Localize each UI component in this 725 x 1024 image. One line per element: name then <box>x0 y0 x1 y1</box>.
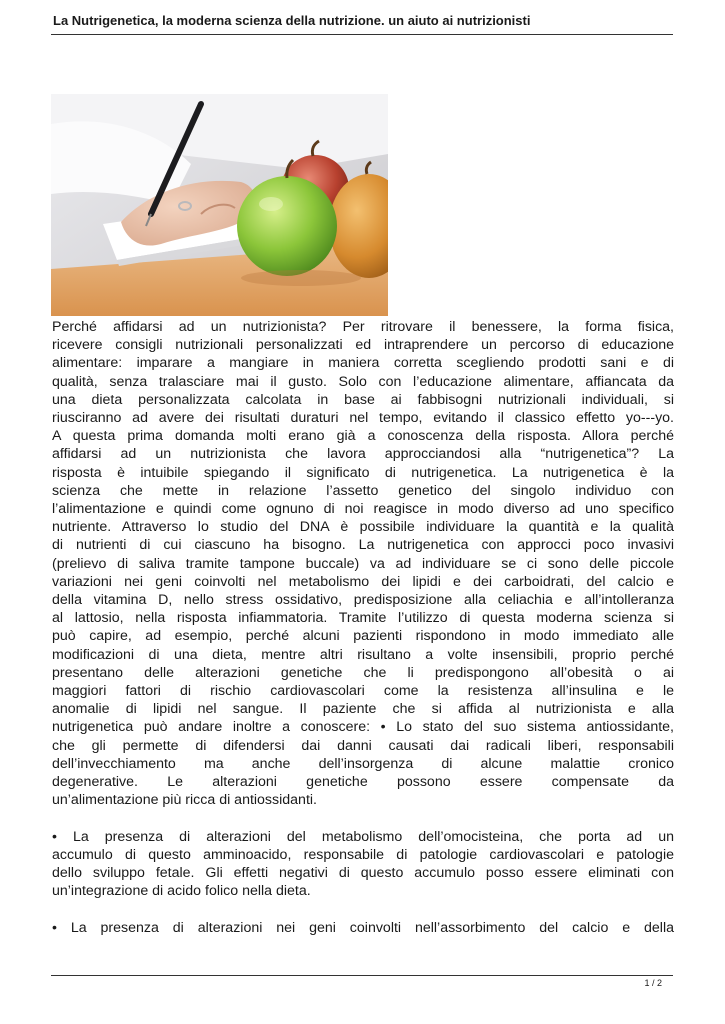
body-line: accumulo di questo amminoacido, responsabile di patologie cardiovascolari e patologie <box>52 846 674 863</box>
body-line: presentano delle alterazioni genetiche che li predispongono all’obesità o ai <box>52 664 674 681</box>
article-image <box>51 94 388 316</box>
body-line: degenerative. Le alterazioni genetiche possono essere compensate da <box>52 774 674 791</box>
body-line: (prelievo di saliva tramite tampone buccale) va ad individuare se ci sono delle piccole <box>52 555 674 572</box>
body-line: A questa prima domanda molti erano già a conoscenza della risposta. Allora perché <box>52 428 674 445</box>
body-line: di nutrienti di cui ciascuno ha bisogno. La nutrigenetica con approcci poco invasivi <box>52 537 674 554</box>
body-line: scienza che mette in relazione l’assetto genetico del singolo individuo con <box>52 482 674 499</box>
body-line: riusciranno ad avere dei risultati duraturi nel tempo, evitando il classico effetto yo---yo. <box>52 410 674 427</box>
body-line: un’integrazione di acido folico nella dieta. <box>52 883 311 900</box>
body-line: al lattosio, nella risposta infiammatoria. Tramite l’utilizzo di questa moderna scienza si <box>52 610 674 627</box>
body-line: modificazioni di una dieta, mentre altri risultano a volte insensibili, proprio perché <box>52 646 674 663</box>
body-line: risposta è intuibile spiegando il significato di nutrigenetica. La nutrigenetica è la <box>52 464 674 481</box>
body-line: maggiori fattori di rischio cardiovascolari come la resistenza all’insulina e le <box>52 683 674 700</box>
body-line: alimentare: imparare a mangiare in maniera corretta scegliendo prodotti sani e di <box>52 355 674 372</box>
paragraph-gap <box>52 809 674 827</box>
body-line: può capire, ad esempio, perché alcuni pazienti rispondono in modo immediato alle <box>52 628 674 645</box>
body-line: della vitamina D, nello stress ossidativo, predisposizione alla celiachia e all’intolleranza <box>52 592 674 609</box>
body-line: dello sviluppo fetale. Gli effetti negativi di questo accumulo posso essere eliminati con <box>52 865 674 882</box>
body-line: nutriente. Attraverso lo studio del DNA è possibile individuare la quantità e la qualità <box>52 519 674 536</box>
body-line: anomalie di lipidi nel sangue. Il paziente che si affida al nutrizionista e alla <box>52 701 674 718</box>
body-line: nutrigenetica può andare inoltre a conoscere: • Lo stato del suo sistema antiossidante, <box>52 719 674 736</box>
body-line: variazioni nei geni coinvolti nel metabolismo dei lipidi e dei carboidrati, del calcio e <box>52 573 674 590</box>
paragraph-gap <box>52 900 674 918</box>
body-line: una dieta personalizzata calcolata in base ai fabbisogni nutrizionali individuali, si <box>52 391 674 408</box>
header-divider <box>51 34 673 35</box>
body-line: • La presenza di alterazioni nei geni coinvolti nell’assorbimento del calcio e della <box>52 919 674 936</box>
body-line: dell’invecchiamento ma anche dell’insorgenza di alcune malattie cronico <box>52 755 674 772</box>
article-body <box>52 318 674 937</box>
page-number: 1 / 2 <box>644 978 662 988</box>
page-title: La Nutrigenetica, la moderna scienza della nutrizione. un aiuto ai nutrizionisti <box>53 13 531 28</box>
body-line: qualità, senza tralasciare mai il gusto. Solo con l’educazione alimentare, affiancata da <box>52 373 674 390</box>
footer-divider <box>51 975 673 976</box>
body-line: che gli permette di difendersi dai danni causati dai radicali liberi, responsabili <box>52 737 674 754</box>
body-line: • La presenza di alterazioni del metabolismo dell’omocisteina, che porta ad un <box>52 828 674 845</box>
body-line: Perché affidarsi ad un nutrizionista? Per ritrovare il benessere, la forma fisica, <box>52 319 674 335</box>
body-line: ricevere consigli nutrizionali personalizzati ed intraprendere un percorso di educazione <box>52 337 674 354</box>
body-line: affidarsi ad un nutrizionista che lavora approcciandosi alla “nutrigenetica”? La <box>52 446 674 463</box>
body-line: l’alimentazione e quindi come ognuno di noi reagisce in modo diverso ad uno specifico <box>52 501 674 518</box>
body-line: un’alimentazione più ricca di antiossidanti. <box>52 792 317 809</box>
